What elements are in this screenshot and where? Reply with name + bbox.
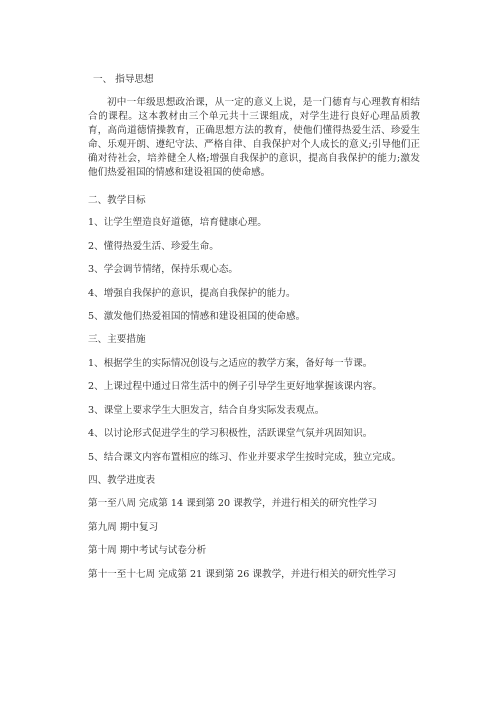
schedule-item: 第一至八周 完成第 14 课到第 20 课教学，并进行相关的研究性学习: [88, 498, 378, 509]
teaching-goal-item: 5、激发他们热爱祖国的情感和建设祖国的使命感。: [88, 311, 306, 322]
schedule-item: 第十周 期中考试与试卷分析: [88, 545, 207, 556]
guiding-thought-paragraph: 初中一年级思想政治课，从一定的意义上说，是一门德育与心理教育相结合的课程。这本教材由三个单元共十三课组成，对学生进行良好心理品质教育，高尚道德情操教育，正确思想方法的教育，使他们懂得热爱生活、珍爱生命、乐观开朗、遵纪守法、严格自律、自我保护对个人成长的意义;引导他们正确对待社会，培养健全人格;增强自我保护的意识，提高自我保护的能力;激发他们热爱祖国的情感和建设祖国的使命感。: [88, 97, 420, 178]
teaching-goal-item: 2、懂得热爱生活、珍爱生命。: [88, 241, 219, 252]
teaching-goal-item: 3、学会调节情绪，保持乐观心态。: [88, 264, 239, 275]
section-heading-main-measures: 三、主要措施: [88, 334, 146, 345]
measure-item: 3、课堂上要求学生大胆发言，结合自身实际发表观点。: [88, 405, 325, 416]
section-heading-schedule: 四、教学进度表: [88, 475, 156, 486]
measure-item: 1、根据学生的实际情况创设与之适应的教学方案，备好每一节课。: [88, 358, 373, 369]
teaching-goal-item: 4、增强自我保护的意识，提高自我保护的能力。: [88, 288, 296, 299]
measure-item: 4、以讨论形式促进学生的学习积极性，活跃课堂气氛并巩固知识。: [88, 428, 373, 439]
schedule-item: 第十一至十七周 完成第 21 课到第 26 课教学，并进行相关的研究性学习: [88, 569, 397, 580]
schedule-item: 第九周 期中复习: [88, 522, 159, 533]
section-heading-guiding-thought: 一、 指导思想: [93, 74, 154, 85]
teaching-goal-item: 1、让学生塑造良好道德，培育健康心理。: [88, 217, 267, 228]
measure-item: 2、上课过程中通过日常生活中的例子引导学生更好地掌握该课内容。: [88, 381, 382, 392]
measure-item: 5、结合课文内容布置相应的练习、作业并要求学生按时完成，独立完成。: [88, 452, 402, 463]
section-heading-teaching-goals: 二、教学目标: [88, 195, 146, 206]
